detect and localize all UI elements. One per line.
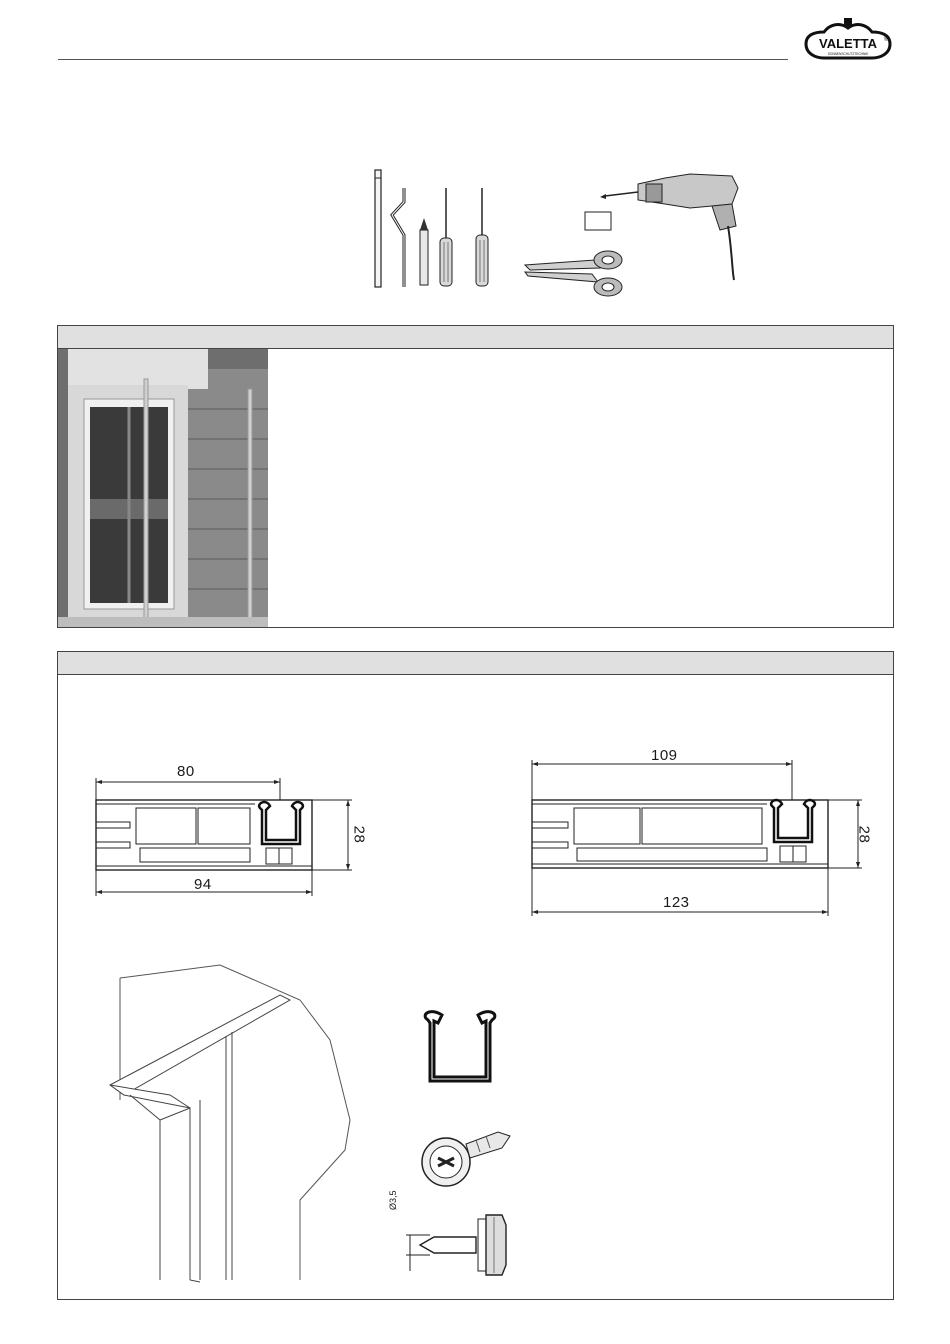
- valetta-logo: [800, 14, 896, 64]
- screw-side-drawing: [390, 1195, 520, 1285]
- svg-text:®: ®: [884, 37, 889, 43]
- profile-large-drawing: [522, 750, 872, 920]
- section2-header: [58, 652, 893, 675]
- tools-illustration: [360, 160, 780, 310]
- profile-small-drawing: [90, 760, 380, 900]
- window-with-guide-rails-photo: [58, 349, 268, 627]
- clip-profile-drawing: [410, 1005, 510, 1095]
- profile-large-bottom-dim: 123: [663, 894, 690, 911]
- folding-rule-icon: [392, 188, 404, 287]
- header-rule: [58, 59, 788, 60]
- crest-icon: [844, 18, 852, 26]
- screwdriver-flat-icon: [476, 188, 488, 286]
- pencil-icon: [420, 218, 428, 285]
- section-install-photo: [57, 325, 894, 628]
- drill-bit-label-box: [585, 212, 611, 230]
- profile-large-top-dim: 109: [651, 747, 678, 764]
- profile-small-height-dim: 28: [350, 825, 368, 844]
- isometric-rail-drawing: [100, 960, 360, 1290]
- logo-brand: VALETTA: [818, 36, 878, 51]
- level-ruler-icon: [375, 170, 381, 287]
- section1-header: [58, 326, 893, 349]
- profile-small-bottom-dim: 94: [194, 876, 212, 893]
- logo-tagline: SONNENSCHUTZTECHNIK: [827, 52, 869, 56]
- tin-snips-icon: [525, 251, 622, 296]
- screwdriver-phillips-icon: [440, 188, 452, 286]
- profile-small-top-dim: 80: [177, 763, 195, 780]
- screw-diameter-label: Ø3,5: [388, 1190, 398, 1210]
- profile-large-height-dim: 28: [855, 825, 873, 844]
- screw-drawing: [410, 1118, 520, 1198]
